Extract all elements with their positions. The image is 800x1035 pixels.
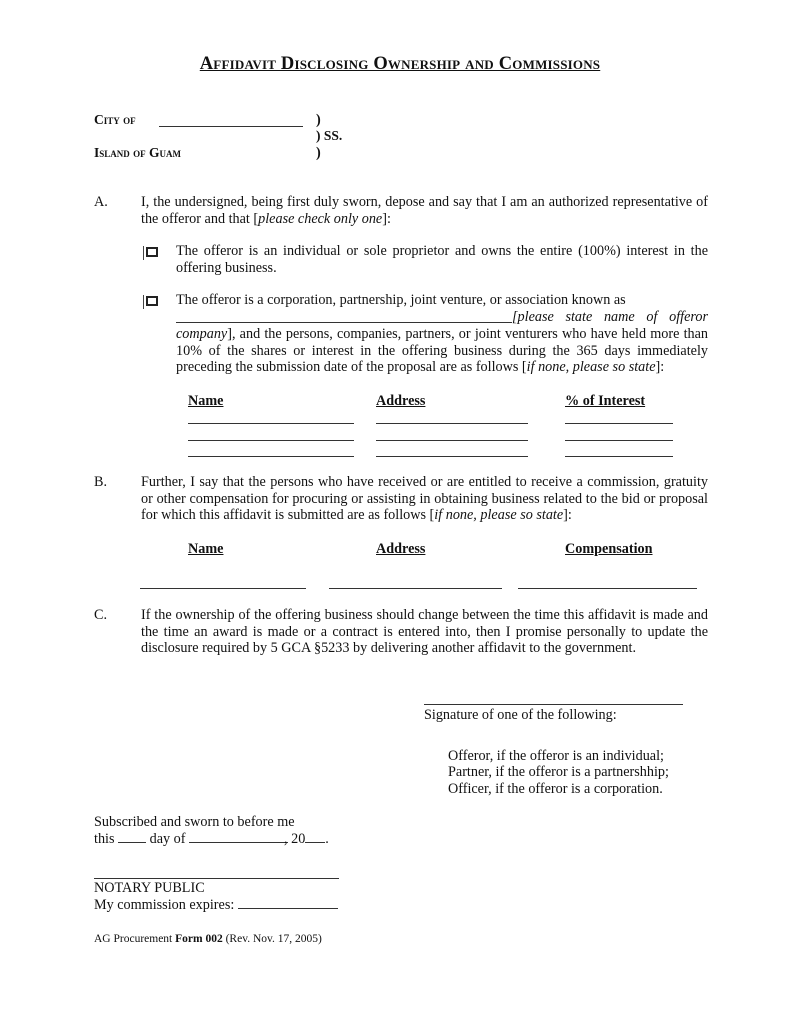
offeror-company-name-field[interactable] <box>176 322 512 323</box>
commission-row-1-address-field[interactable] <box>329 588 502 589</box>
option-corporation-bracket-note: [please state name of offeror <box>512 309 708 325</box>
section-a-intro-italic: please check only one <box>258 210 383 227</box>
sworn-end-period: . <box>325 831 329 847</box>
venue-paren-1: ) <box>316 112 321 128</box>
signature-option-partner: Partner, if the offeror is a partnershhip; <box>448 764 669 780</box>
ownership-row-3-address-field[interactable] <box>376 456 528 457</box>
option-corporation-line1: The offeror is a corporation, partnership, joint venture, or association known as <box>176 292 626 308</box>
if-none-italic: if none, please so state <box>526 359 656 375</box>
sworn-day-field[interactable] <box>118 831 146 843</box>
option-corporation-body-text: ], and the persons, companies, partners, or joint venturers who have held more than 10% of the shares or interest in the offering business during the 365 days immediately preceding the submission date of the proposal are as follows [ <box>176 326 708 375</box>
section-c-marker: C. <box>94 607 108 623</box>
signature-option-officer: Officer, if the offeror is a corporation. <box>448 781 663 797</box>
option-individual-text: The offeror is an individual or sole proprietor and owns the entire (100%) interest in the offering business. <box>176 243 708 276</box>
section-a-intro <box>141 194 708 227</box>
sworn-line-1: Subscribed and sworn to before me <box>94 814 295 830</box>
ss-label: ) SS. <box>316 128 343 143</box>
company-italic: company <box>176 326 228 342</box>
ownership-row-2-interest-field[interactable] <box>565 440 673 441</box>
sworn-this-text: this <box>94 831 115 847</box>
option-corporation-body-end: ]: <box>655 359 665 375</box>
option-corporation-body <box>176 326 708 376</box>
ownership-header-address: Address <box>376 393 426 409</box>
commission-header-address: Address <box>376 541 426 557</box>
commission-expires-label: My commission expires: <box>94 897 235 913</box>
form-footer <box>94 931 322 948</box>
notary-public-label: NOTARY PUBLIC <box>94 880 205 896</box>
commission-header-name: Name <box>188 541 224 557</box>
footer-form-number: Form 002 <box>175 933 223 945</box>
section-a-marker: A. <box>94 194 108 210</box>
ownership-row-2-address-field[interactable] <box>376 440 528 441</box>
ownership-row-3-name-field[interactable] <box>188 456 354 457</box>
section-a-intro-end: ]: <box>382 210 391 227</box>
section-b-end: ]: <box>563 507 572 523</box>
please-state-name-text: please state name of offeror <box>517 309 708 325</box>
section-b-italic: if none, please so state <box>434 507 564 523</box>
ownership-row-1-name-field[interactable] <box>188 423 354 424</box>
signature-option-offeror: Offeror, if the offeror is an individual; <box>448 748 664 764</box>
sworn-day-of-text: day of <box>149 831 186 847</box>
commission-row-1-name-field[interactable] <box>140 588 306 589</box>
signature-label: Signature of one of the following: <box>424 707 617 723</box>
option-individual-checkbox[interactable] <box>146 247 158 257</box>
section-b-text <box>141 474 708 524</box>
section-c-text: If the ownership of the offering business should change between the time this affidavit is made and the time an award is made or a contract is entered into, then I promise personally to update the disclosure required by 5 GCA §5233 by delivering another affidavit to the government. <box>141 607 708 656</box>
ownership-header-name: Name <box>188 393 224 409</box>
ownership-row-3-interest-field[interactable] <box>565 456 673 457</box>
sworn-month-field[interactable] <box>189 831 288 843</box>
city-blank-field[interactable] <box>159 126 303 127</box>
section-b-body: Further, I say that the persons who have received or are entitled to receive a commission, gratuity or other compensation for procuring or assisting in obtaining business related to the bid or proposal for which this affidavit is submitted are as follows [ <box>141 474 708 523</box>
commission-row-1-compensation-field[interactable] <box>518 588 697 589</box>
option-corporation-checkbox[interactable] <box>146 296 158 306</box>
sworn-year-field[interactable] <box>305 831 325 843</box>
ownership-row-2-name-field[interactable] <box>188 440 354 441</box>
document-title: Affidavit Disclosing Ownership and Commissions <box>199 54 601 74</box>
notary-signature-field[interactable] <box>94 878 339 879</box>
island-of-guam-label: Island of Guam <box>94 145 182 160</box>
ownership-row-1-interest-field[interactable] <box>565 423 673 424</box>
sworn-line-2 <box>94 831 329 848</box>
footer-revision: (Rev. Nov. 17, 2005) <box>222 933 322 945</box>
footer-prefix: AG Procurement <box>94 933 176 945</box>
commission-header-compensation: Compensation <box>565 541 653 557</box>
section-b-marker: B. <box>94 474 108 490</box>
signature-field[interactable] <box>424 704 683 705</box>
section-a-intro-text: I, the undersigned, being first duly sworn, depose and say that I am an authorized representative of the offeror and that [ <box>141 194 708 227</box>
venue-paren-2: ) <box>316 145 321 161</box>
ownership-row-1-address-field[interactable] <box>376 423 528 424</box>
city-of-label: City of <box>94 112 136 127</box>
commission-expires-row <box>94 897 338 914</box>
ownership-header-interest: % of Interest <box>565 393 646 409</box>
commission-expires-field[interactable] <box>238 897 338 909</box>
sworn-year-prefix: , 20 <box>284 831 306 847</box>
